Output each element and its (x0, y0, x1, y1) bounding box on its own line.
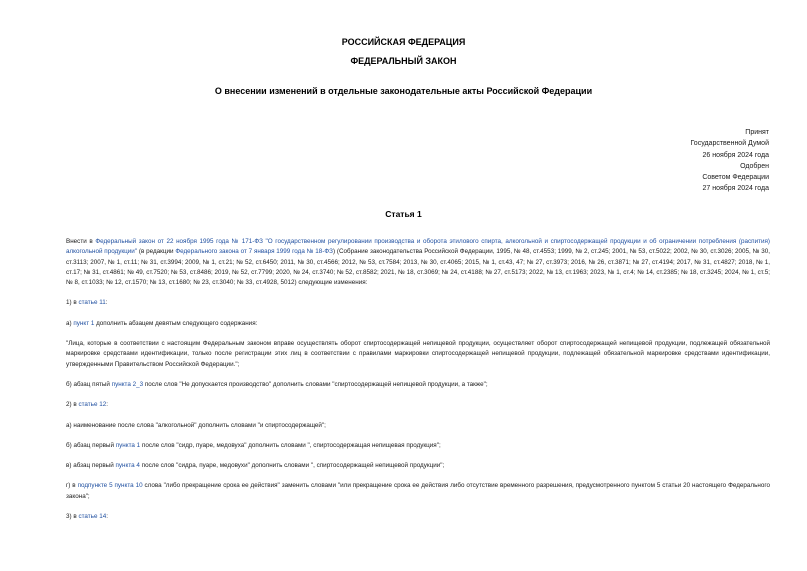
intro-text: Внести в (66, 238, 96, 245)
adoption-line: Государственной Думой (690, 140, 769, 148)
item-2 (66, 400, 770, 410)
intro-paragraph (66, 237, 770, 288)
item-text: слова "либо прекращение срока ее действия" заменить словами "или прекращение срока ее действия либо отсутствие временного разрешения, предусмотренного пунктом 5 статьи 20 настоящего Федерального закона"; (66, 482, 771, 500)
adoption-line: Принят (745, 129, 769, 136)
item-text: г) в (66, 482, 78, 490)
intro-text: (в редакции (137, 248, 176, 256)
point-1-link[interactable]: пункта 1 (115, 441, 141, 449)
item-2d (66, 481, 770, 502)
item-text: б) абзац пятый (66, 380, 112, 388)
item-2a: а) наименование после слова "алкогольной" дополнить словами "и спиртосодержащей"; (66, 421, 326, 429)
point-4-link[interactable]: пункта 4 (115, 462, 140, 470)
approval-date: 27 ноября 2024 года (702, 185, 769, 193)
adoption-date: 26 ноября 2024 года (702, 151, 769, 159)
intro-text: ) (Собрание законодательства Российской Федерации, 1995, № 48, ст.4553; 1999, № 2, ст.245; 2001, № 53, ст.5022; 2002, № 30, ст.3026; 2005, № 30, ст.3113; 2007, № 1, ст.11; № 31, ст.3994; 2009, № 1, ст.21; № 52, ст.6450; 2011, № 30, ст.4566; 2012, № 53, ст.7584; 2013, № 30, ст.4065; 2015, № 1, ст.43, 47; № 27, ст.3973; 2016, № 26, ст.3871; № 27, ст.4194; 2017, № 31, ст.4827; 2018, № 1, ст.17; № 31, ст.4861; № 49, ст.7520; № 53, ст.8486; 2019, № 52, ст.7799; 2020, № 24, ст.3740; № 52, ст.8582; 2021, № 18, ст.3069; № 24, ст.4188; № 27, ст.5173; 2022, № 13, ст.1963; 2023, № 1, ст.4; № 14, ст.2385; № 18, ст.3245; 2024, № 1, ст.5; № 8, ст.1033; № 12, ст.1570; № 13, ст.1680; № 23, ст.3040; № 33, ст.4928, 5012) следующие изменения: (66, 248, 770, 287)
item-text: 3) в (66, 513, 79, 521)
item-text: после слов "Не допускается производство" дополнить словами "спиртосодержащей непищевой продукции, а также"; (143, 380, 488, 388)
item-text: а) (66, 319, 74, 327)
law-link[interactable]: Федеральный закон от 22 ноября 1995 года № 171-ФЗ "О государственном регулировании производства и оборота этилового спирта, алкогольной и спиртосодержащей продукции и об ограничении потребления (распития) алкогольной продукции" (66, 238, 770, 256)
item-1b (66, 380, 770, 390)
item-text: в) абзац первый (66, 462, 116, 470)
law-title: О внесении изменений в отдельные законодательные акты Российской Федерации (214, 86, 593, 96)
item-3 (66, 512, 770, 522)
adoption-block (690, 127, 769, 195)
item-1 (66, 298, 770, 308)
point-2-3-link[interactable]: пункта 2_3 (111, 380, 144, 388)
article-11-link[interactable]: статье 11 (78, 299, 106, 307)
item-2c (66, 461, 770, 471)
approval-line: Советом Федерации (702, 174, 769, 182)
law-type-heading: ФЕДЕРАЛЬНЫЙ ЗАКОН (350, 56, 457, 66)
item-text: после слов "сидра, пуаре, медовухи" дополнить словами ", спиртосодержащей непищевой продукции"; (139, 462, 445, 470)
item-2b (66, 441, 770, 451)
article-14-link[interactable]: статье 14 (78, 513, 107, 521)
item-text: дополнить абзацем девятым следующего содержания: (94, 319, 258, 327)
item-text: : (105, 299, 108, 307)
subpoint-5-point-10-link[interactable]: подпункте 5 пункта 10 (77, 482, 143, 490)
item-text: после слов "сидр, пуаре, медовуха" дополнить словами ", спиртосодержащая непищевая продукция"; (140, 441, 441, 449)
item-text: : (106, 513, 108, 521)
country-heading: РОССИЙСКАЯ ФЕДЕРАЦИЯ (341, 37, 466, 47)
item-text: : (106, 401, 108, 409)
point-1-link[interactable]: пункт 1 (73, 319, 95, 327)
article-heading: Статья 1 (385, 209, 422, 219)
item-1a-quote: "Лица, которые в соответствии с настоящим Федеральным законом вправе осуществлять оборот спиртосодержащей непищевой продукции, осуществляет оборот спиртосодержащей непищевой продукции, подлежащей обязательной маркировке средствами идентификации, только после регистрации этих лиц в соответствии с правилами маркировки спиртосодержащей непищевой продукции, подлежащей обязательной маркировке средствами идентификации, утвержденными Правительством Российской Федерации."; (66, 340, 770, 368)
article-body (66, 237, 770, 522)
item-1a (66, 319, 770, 329)
article-12-link[interactable]: статье 12 (78, 401, 107, 409)
item-text: 2) в (66, 401, 79, 409)
approval-line: Одобрен (740, 162, 769, 170)
amending-law-link[interactable]: Федерального закона от 7 января 1999 года № 18-ФЗ (175, 248, 333, 256)
item-text: 1) в (66, 299, 79, 307)
item-text: б) абзац первый (66, 441, 116, 449)
